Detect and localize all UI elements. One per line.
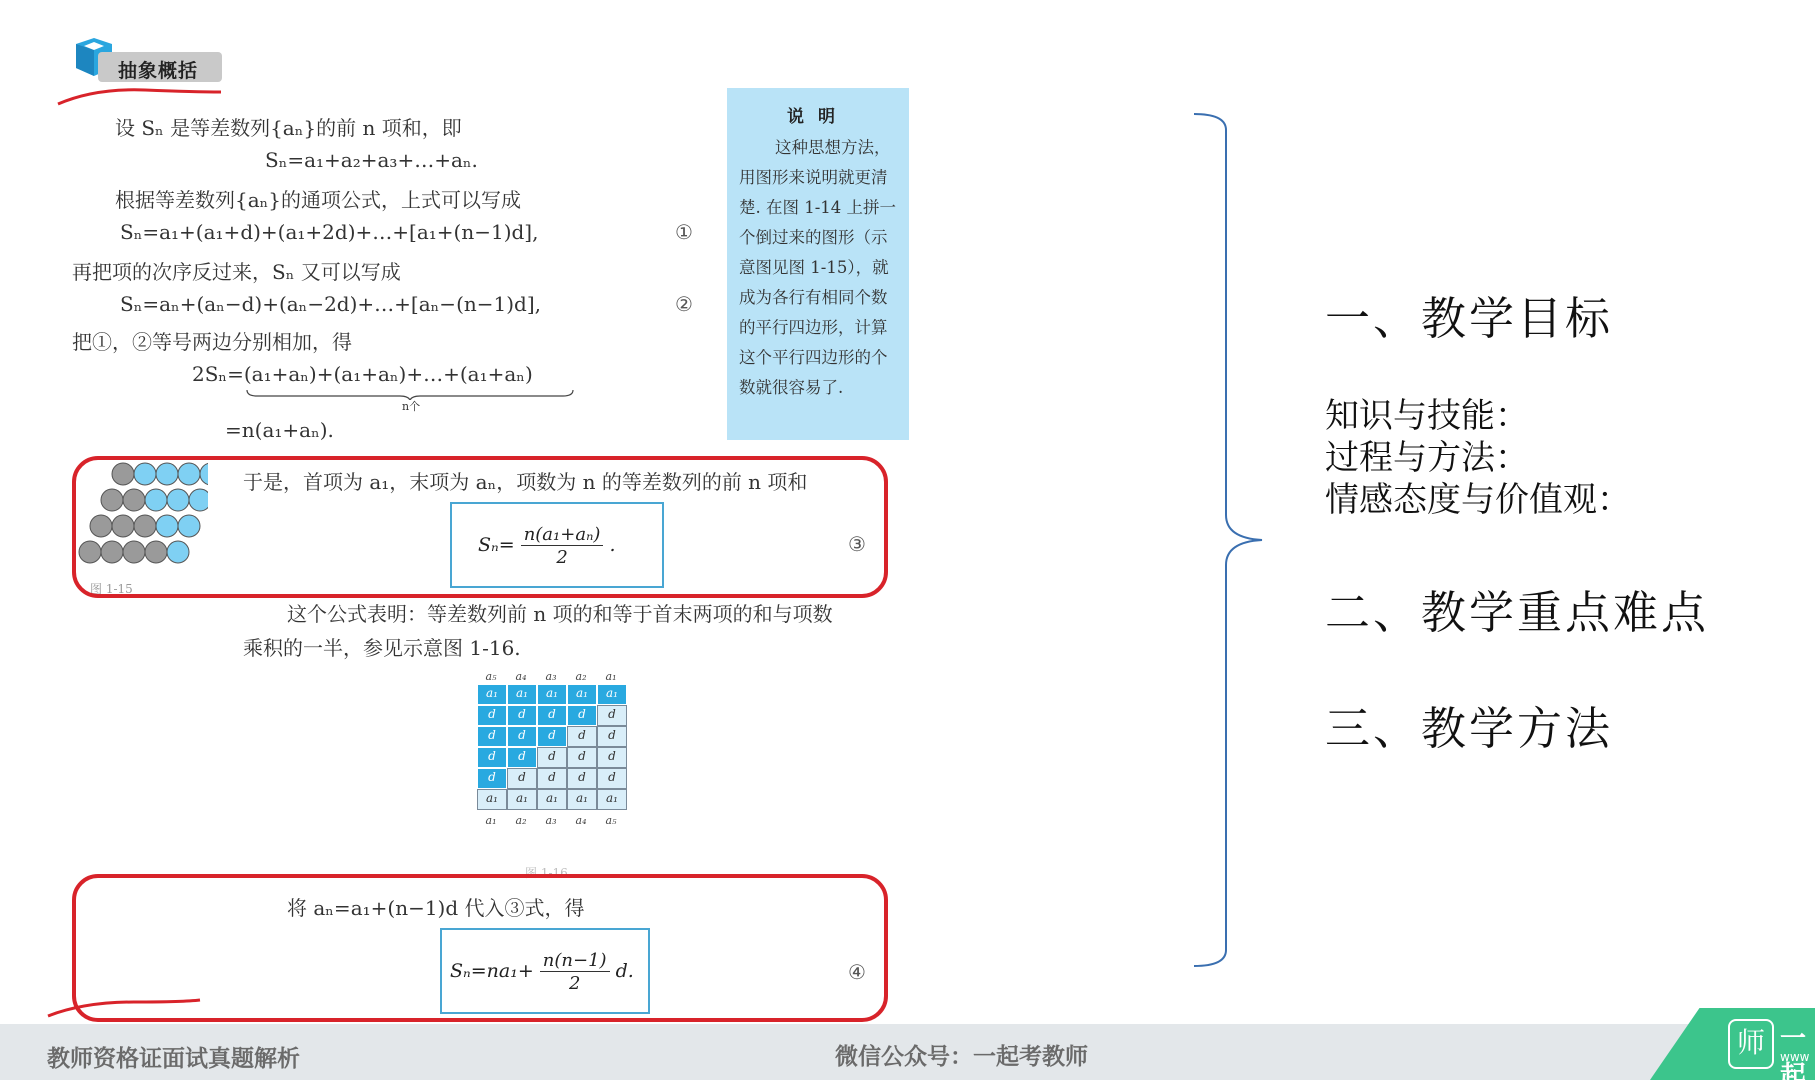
footer-title: 教师资格证面试真题解析 [47,1046,300,1072]
footer-wechat: 微信公众号：一起考教师 [835,1044,1088,1070]
grid-cell: d [597,768,627,789]
grid-bottom-label: a₁ [485,814,497,827]
text-line-8: 将 aₙ=a₁+(n−1)d 代入③式，得 [287,896,585,920]
equation-1: Sₙ=a₁+(a₁+d)+(a₁+2d)+…+[a₁+(n−1)d], [120,220,539,244]
grid-cell: d [477,747,507,768]
figure-1-16-caption: 图 1-16 [525,866,568,880]
formula-3-numerator: n(a₁+aₙ) [521,524,604,546]
section-key-difficult-points: 二、教学重点难点 [1325,586,1710,639]
grid-cell: a₁ [567,789,597,810]
grid-cell: d [537,705,567,726]
grid-top-label: a₃ [545,670,557,683]
grid-bottom-label: a₅ [605,814,617,827]
grid-cell: d [597,705,627,726]
sum-definition: Sₙ=a₁+a₂+a₃+…+aₙ. [265,148,478,172]
explanation-note [727,88,909,440]
grid-cell: d [567,747,597,768]
mark-3: ③ [848,532,866,556]
grid-cell: d [537,726,567,747]
grid-cell: d [567,705,597,726]
textbook-page [0,0,930,1024]
grid-cell: a₁ [597,789,627,810]
grid-cell: d [597,726,627,747]
grid-cell: d [537,747,567,768]
red-highlight-frame-1 [72,456,888,598]
figure-1-15-caption: 图 1-15 [90,582,133,596]
grid-cell: d [507,768,537,789]
brand-url: www [1780,1050,1810,1064]
grid-bottom-label: a₂ [515,814,527,827]
badge-label: 抽象概括 [118,60,199,82]
text-line-3: 再把项的次序反过来，Sₙ 又可以写成 [72,260,401,284]
formula-3-denominator: 2 [556,547,568,568]
formula-4-numerator: n(n−1) [540,950,610,972]
objective-knowledge-skills: 知识与技能： [1325,396,1529,436]
text-line-4: 把①，②等号两边分别相加，得 [72,330,352,354]
section-teaching-methods: 三、教学方法 [1325,702,1614,755]
formula-4-tail: d. [615,960,634,982]
mark-2: ② [675,292,693,316]
text-line-1: 设 Sₙ 是等差数列{aₙ}的前 n 项和，即 [115,116,462,140]
grid-cell: d [507,747,537,768]
brand-name: 一起 [1780,1024,1807,1091]
grid-cell: a₁ [477,789,507,810]
grid-top-label: a₂ [575,670,587,683]
formula-4-fraction [540,950,610,994]
grid-cell: d [477,705,507,726]
text-line-5: 于是，首项为 a₁，末项为 aₙ，项数为 n 的等差数列的前 n 项和 [243,470,808,494]
grid-cell: d [477,726,507,747]
section-teaching-objectives: 一、教学目标 [1325,292,1614,345]
footer-bar [0,1024,1815,1080]
grid-bottom-label: a₃ [545,814,557,827]
grid-cell: a₁ [477,684,507,705]
objective-process-methods: 过程与方法： [1325,438,1529,478]
grid-cell: d [537,768,567,789]
grid-top-label: a₅ [485,670,497,683]
section-badge [72,38,222,84]
grid-cell: a₁ [507,684,537,705]
grid-bottom-label: a₄ [575,814,587,827]
formula-4-lhs: Sₙ=na₁+ [450,960,534,982]
grid-top-label: a₁ [605,670,617,683]
teacher-logo-icon: 师 [1728,1019,1774,1069]
grid-cell: a₁ [567,684,597,705]
grid-cell: a₁ [537,684,567,705]
grid-cell: a₁ [507,789,537,810]
equation-2: Sₙ=aₙ+(aₙ−d)+(aₙ−2d)+…+[aₙ−(n−1)d], [120,292,541,316]
text-line-7: 乘积的一半，参见示意图 1-16. [243,636,521,660]
grid-cell: a₁ [537,789,567,810]
handwritten-underline [55,80,225,110]
figure-1-16-grid [477,668,637,844]
sum-doubled: 2Sₙ=(a₁+aₙ)+(a₁+aₙ)+…+(a₁+aₙ) [192,362,533,386]
grid-cell: d [477,768,507,789]
formula-4-box [440,928,650,1014]
curly-brace [1186,110,1266,970]
grid-cell: a₁ [597,684,627,705]
formula-4-denominator: 2 [568,973,581,994]
mark-1: ① [675,220,693,244]
note-body: 这种思想方法，用图形来说明就更清楚. 在图 1-14 上拼一个倒过来的图形（示意图见图 1-15），就成为各行有相同个数的平行四边形，计算这个平行四边形的个数就很容易了. [739,138,897,397]
mark-4: ④ [848,960,866,984]
formula-3-tail: . [609,534,616,556]
objective-emotions-values: 情感态度与价值观： [1325,480,1631,520]
formula-3-lhs: Sₙ= [478,534,515,556]
grid-cell: d [507,726,537,747]
text-line-6: 这个公式表明：等差数列前 n 项的和等于首末两项的和与项数 [287,602,833,626]
grid-cell: d [507,705,537,726]
grid-top-label: a₄ [515,670,527,683]
note-title: 说明 [787,107,849,127]
sum-result: =n(a₁+aₙ). [225,418,334,442]
grid-cell: d [567,768,597,789]
grid-cell: d [567,726,597,747]
grid-cell: d [597,747,627,768]
n-terms-label: n个 [402,400,421,413]
handwritten-underline-2 [44,996,204,1022]
text-line-2: 根据等差数列{aₙ}的通项公式，上式可以写成 [115,188,522,212]
